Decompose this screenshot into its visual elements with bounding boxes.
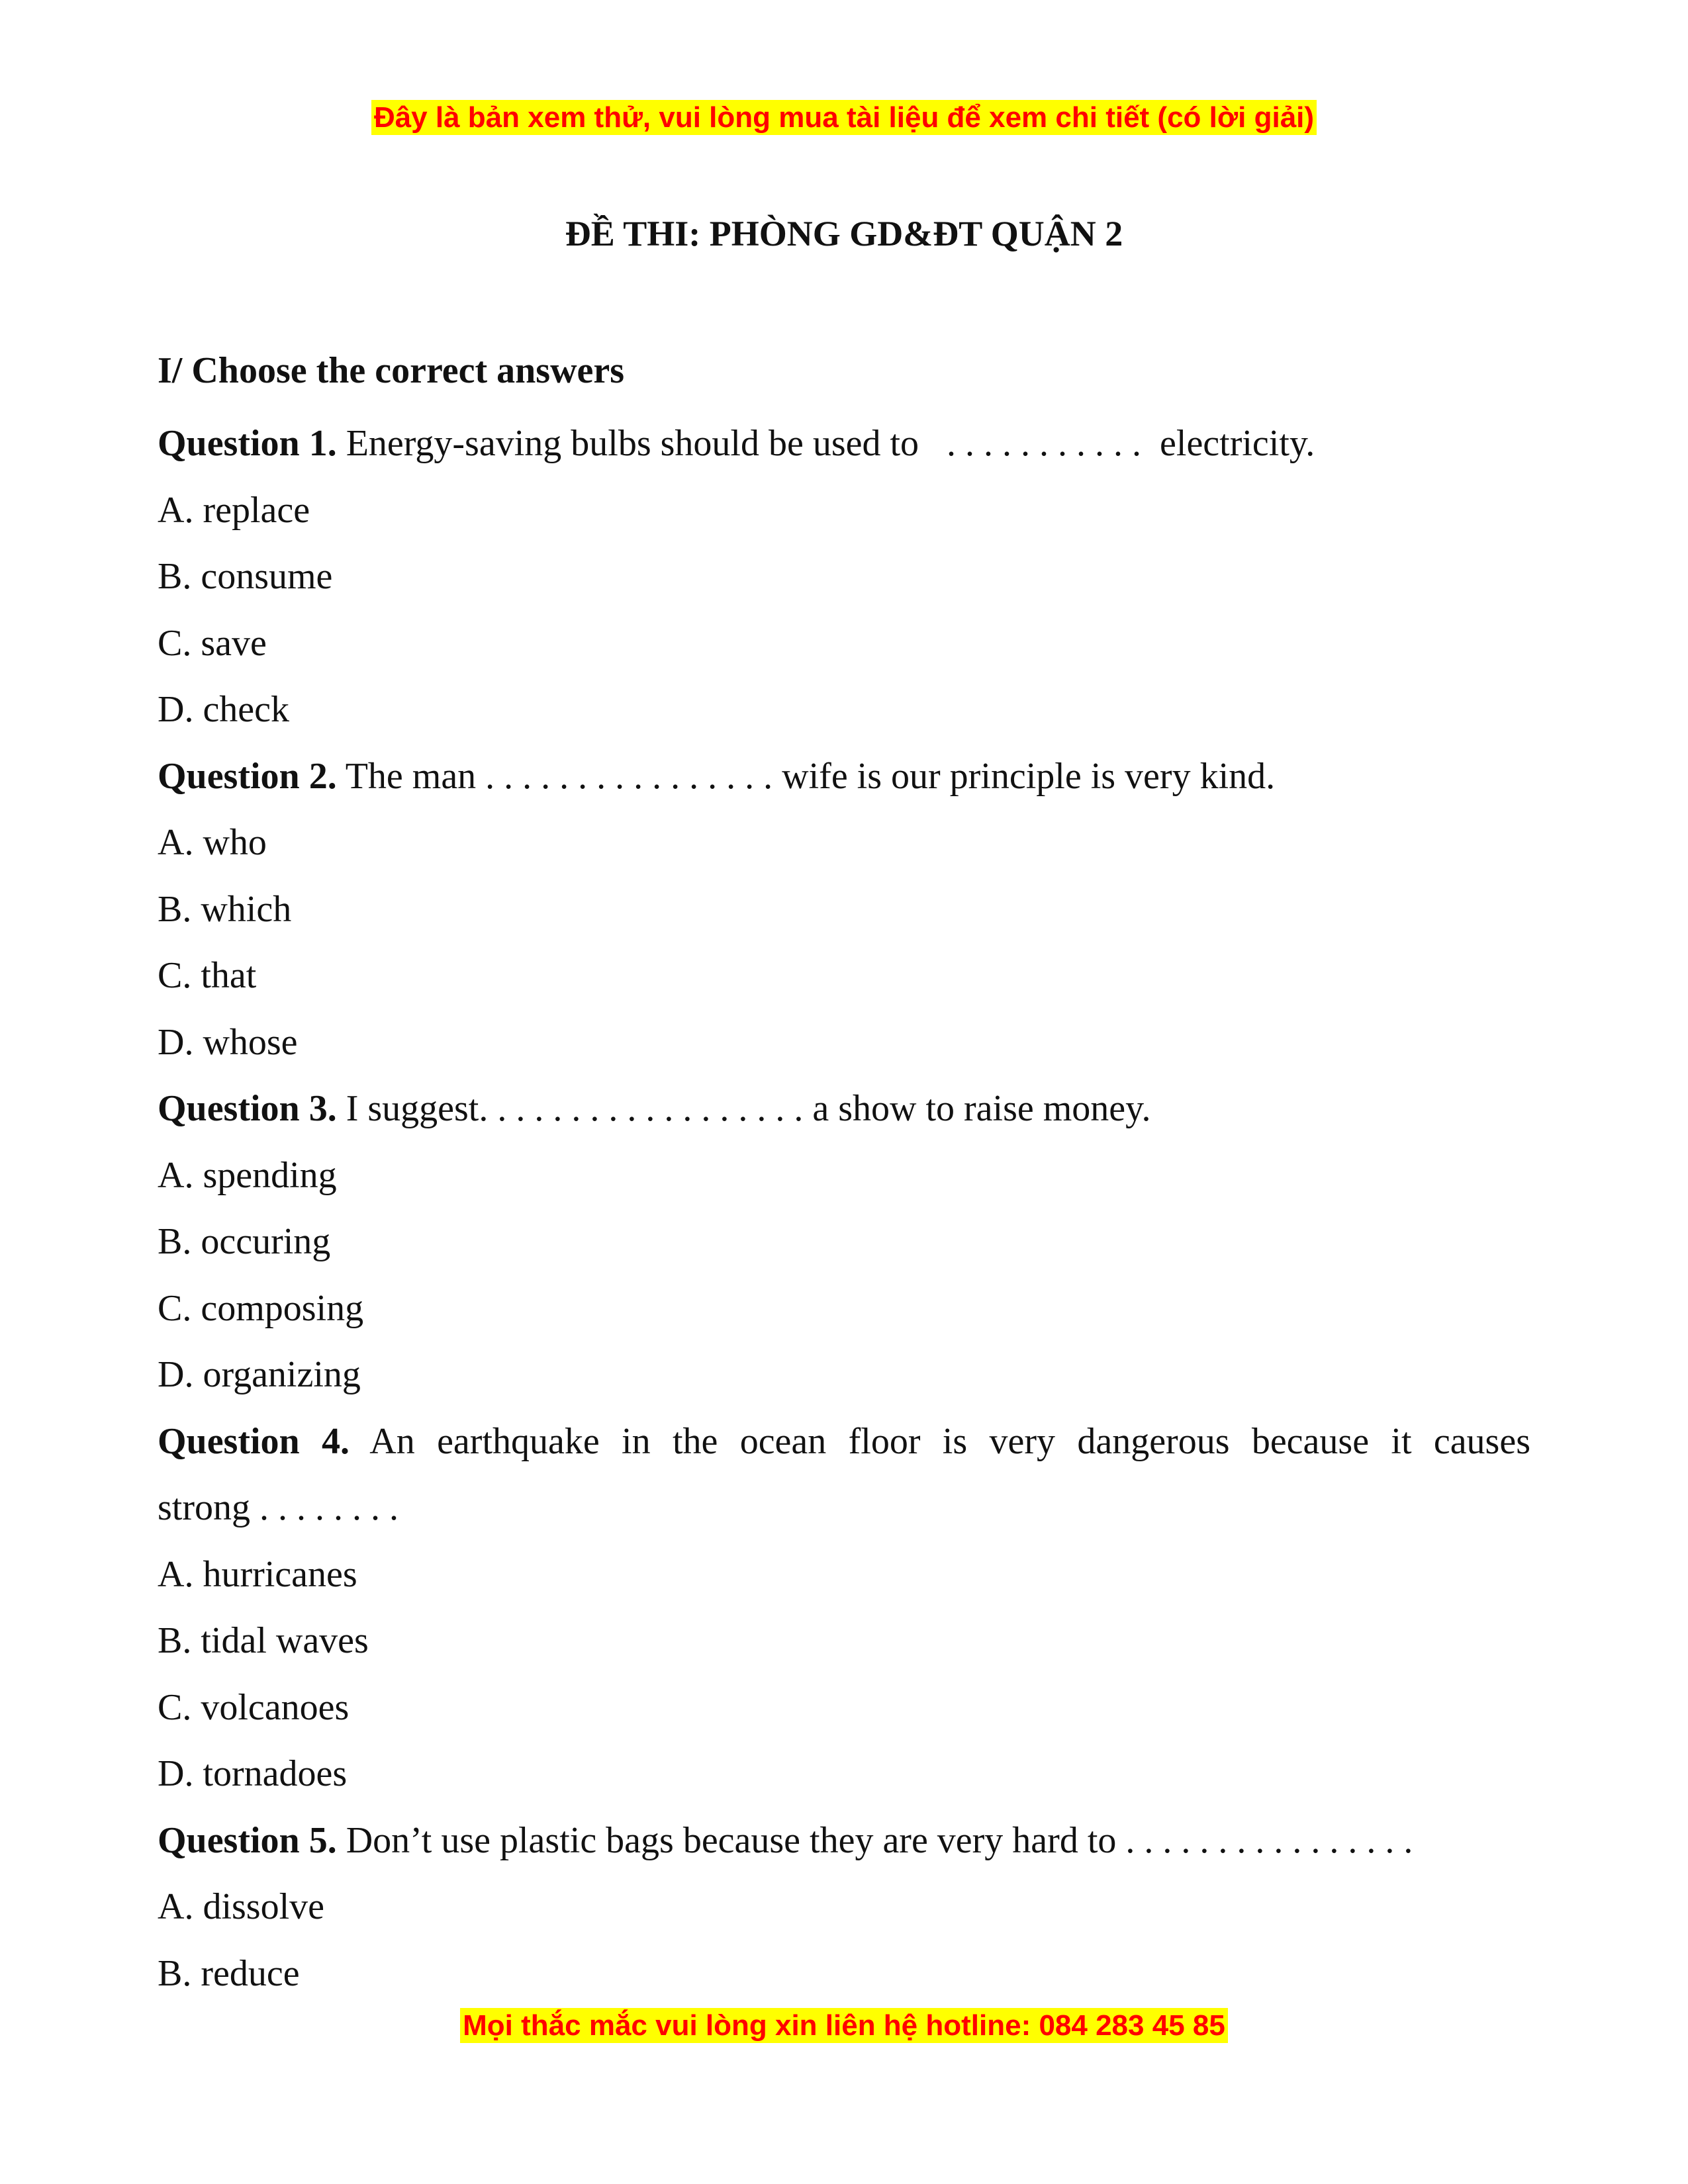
question-2-option-c: C. that [158,955,257,996]
question-1 [158,410,1530,477]
exam-title: ĐỀ THI: PHÒNG GD&ĐT QUẬN 2 [565,214,1123,253]
question-3-text: I suggest. . . . . . . . . . . . . . . . . . a show to raise money. [336,1088,1151,1129]
question-2-option-a: A. who [158,822,267,863]
question-3-label: Question 3. [158,1088,337,1129]
question-5-option-a: A. dissolve [158,1886,324,1927]
question-1-option-d: D. check [158,689,290,730]
question-4-option-c: C. volcanoes [158,1686,350,1728]
question-5-text: Don’t use plastic bags because they are very hard to . . . . . . . . . . . . . . . . [336,1819,1413,1861]
question-1-option-b: B. consume [158,556,333,597]
question-4-continuation: strong . . . . . . . . [158,1487,399,1528]
section-heading: I/ Choose the correct answers [158,350,625,391]
preview-notice-banner [0,99,1688,136]
question-3-option-b: B. occuring [158,1221,331,1262]
question-2-option-d: D. whose [158,1021,298,1063]
question-1-label: Question 1. [158,423,337,464]
question-2 [158,743,1530,810]
question-4-option-d: D. tornadoes [158,1753,348,1794]
question-1-option-c: C. save [158,622,267,664]
question-3-option-d: D. organizing [158,1354,361,1395]
question-4-option-b: B. tidal waves [158,1620,369,1661]
question-2-option-b: B. which [158,888,292,930]
question-1-option-a: A. replace [158,489,310,531]
question-1-text: Energy-saving bulbs should be used to . . . . . . . . . . . electricity. [336,423,1315,464]
hotline-banner [0,2007,1688,2044]
preview-notice-text: Đây là bản xem thử, vui lòng mua tài liệu để xem chi tiết (có lời giải) [371,100,1317,135]
question-4-label: Question 4. [158,1420,350,1462]
question-5 [158,1807,1530,1874]
question-4-text: An earthquake in the ocean floor is very dangerous because it causes [350,1420,1530,1462]
question-3-option-c: C. composing [158,1287,364,1329]
hotline-text: Mọi thắc mắc vui lòng xin liên hệ hotline: 084 283 45 85 [460,2008,1228,2043]
question-2-text: The man . . . . . . . . . . . . . . . . wife is our principle is very kind. [336,755,1276,797]
exam-content [158,344,1530,2007]
question-5-label: Question 5. [158,1819,337,1861]
question-5-option-b: B. reduce [158,1952,300,1994]
question-4-option-a: A. hurricanes [158,1553,357,1595]
question-4 [158,1408,1530,1475]
question-2-label: Question 2. [158,755,337,797]
question-3-option-a: A. spending [158,1154,337,1196]
question-3 [158,1075,1530,1142]
